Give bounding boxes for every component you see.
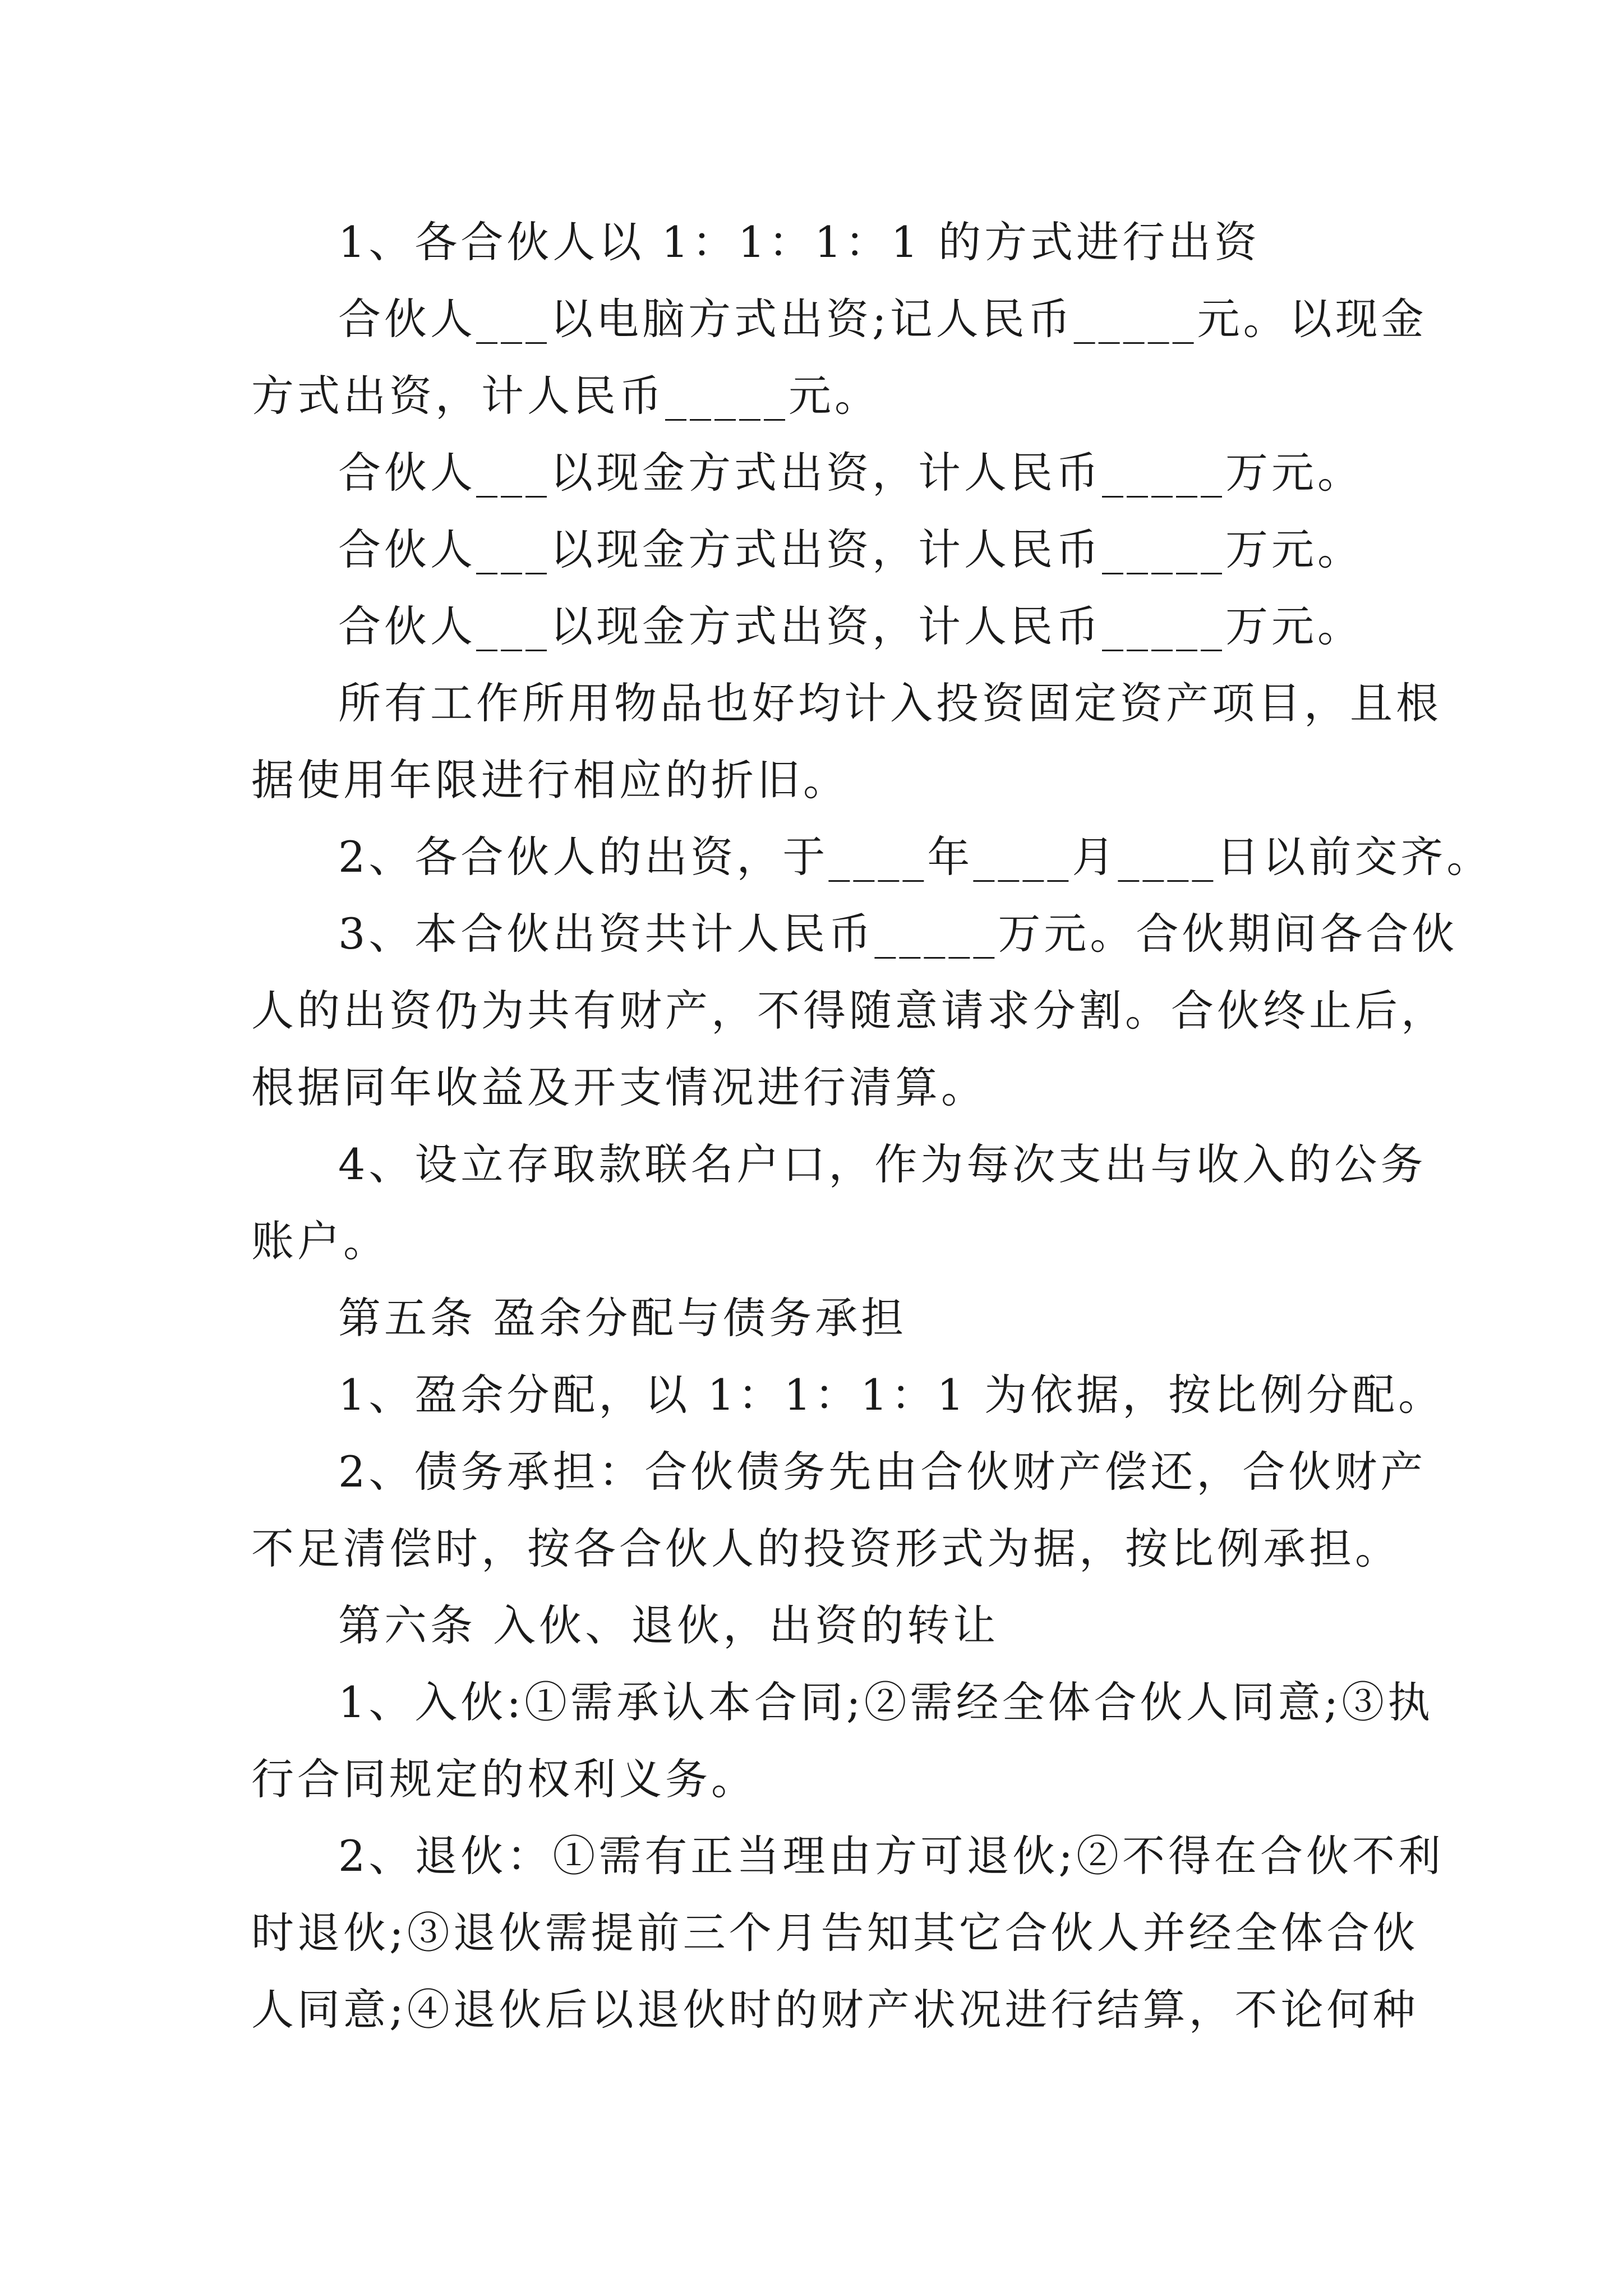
text-line: 2、各合伙人的出资，于____年____月____日以前交齐。 (338, 832, 1493, 882)
text-line: 方式出资，计人民币_____元。 (251, 371, 880, 421)
text-line: 1、各合伙人以 1：1：1：1 的方式进行出资 (338, 217, 1261, 267)
text-line: 所有工作所用物品也好均计入投资固定资产项目，且根 (338, 678, 1442, 728)
text-line: 人同意;④退伙后以退伙时的财产状况进行结算，不论何种 (251, 1985, 1419, 2035)
text-line: 合伙人___以现金方式出资，计人民币_____万元。 (338, 524, 1363, 574)
text-line: 4、设立存取款联名户口，作为每次支出与收入的公务 (338, 1139, 1427, 1189)
text-line: 3、本合伙出资共计人民币_____万元。合伙期间各合伙 (338, 909, 1458, 959)
text-line: 根据同年收益及开支情况进行清算。 (251, 1062, 987, 1112)
text-line: 人的出资仍为共有财产，不得随意请求分割。合伙终止后， (251, 986, 1447, 1036)
text-line: 合伙人___以现金方式出资，计人民币_____万元。 (338, 601, 1363, 651)
text-line: 行合同规定的权利义务。 (251, 1754, 757, 1804)
text-line: 账户。 (251, 1216, 389, 1266)
text-line: 合伙人___以电脑方式出资;记人民币_____元。以现金 (338, 294, 1427, 344)
text-line: 时退伙;③退伙需提前三个月告知其它合伙人并经全体合伙 (251, 1908, 1419, 1958)
section-heading: 第五条 盈余分配与债务承担 (338, 1293, 907, 1343)
text-line: 合伙人___以现金方式出资，计人民币_____万元。 (338, 448, 1363, 498)
text-line: 2、债务承担：合伙债务先由合伙财产偿还，合伙财产 (338, 1447, 1427, 1497)
text-line: 2、退伙：①需有正当理由方可退伙;②不得在合伙不利 (338, 1831, 1444, 1881)
section-heading: 第六条 入伙、退伙，出资的转让 (338, 1600, 999, 1650)
text-line: 据使用年限进行相应的折旧。 (251, 755, 849, 805)
text-line: 1、盈余分配，以 1：1：1：1 为依据，按比例分配。 (338, 1370, 1445, 1420)
text-line: 不足清偿时，按各合伙人的投资形式为据，按比例承担。 (251, 1524, 1401, 1573)
text-line: 1、入伙:①需承认本合同;②需经全体合伙人同意;③执 (338, 1677, 1434, 1727)
